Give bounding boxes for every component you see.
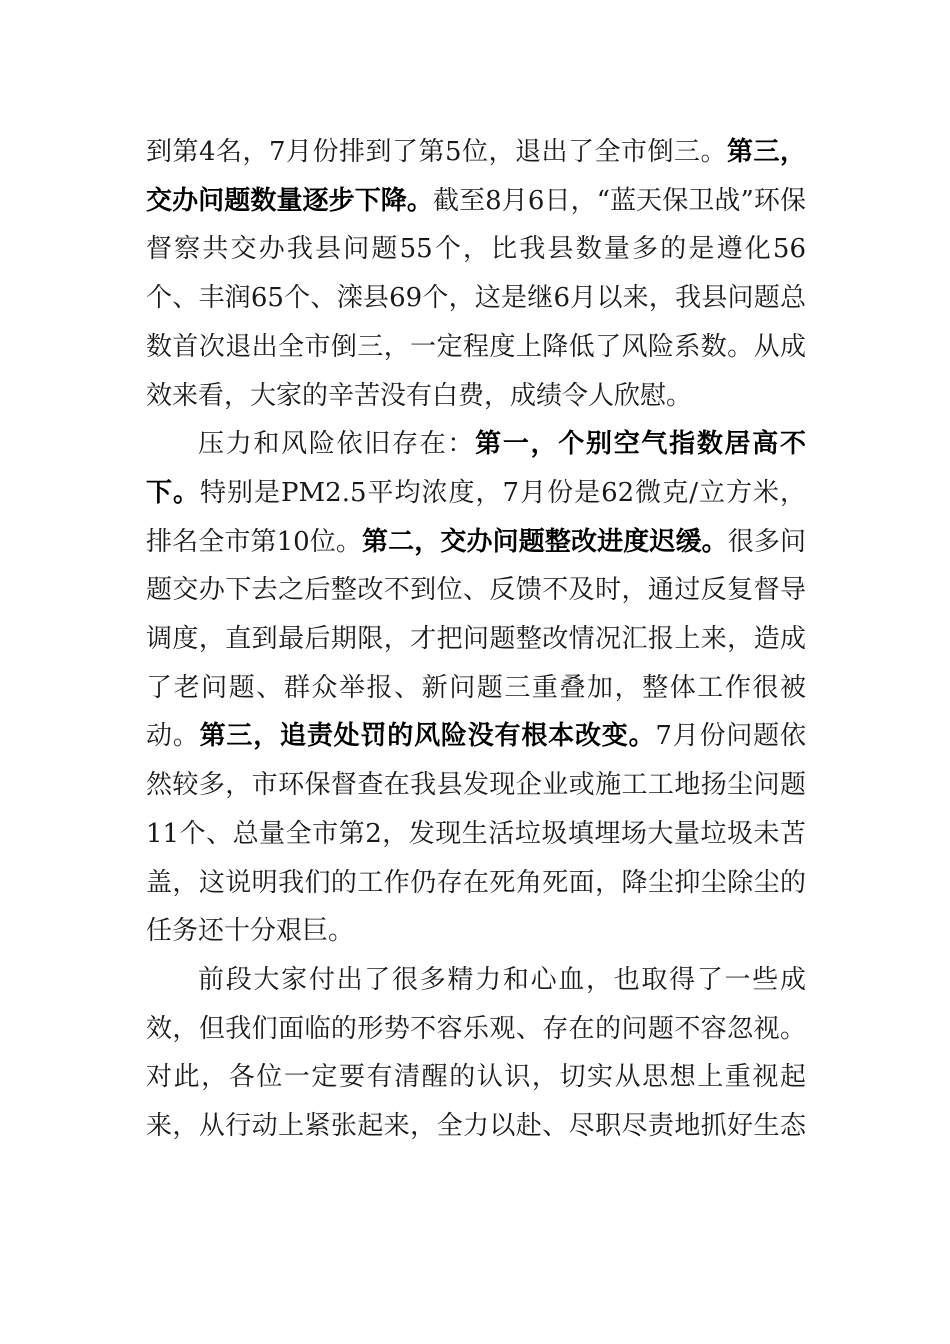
text-segment: 前段大家付出了很多精力和心血，也取得了一些成效，但我们面临的形势不容乐观、存在的问题不容忽视。对此，各位一定要有清醒的认识，切实从思想上重视起来，从行动上紧张起来，全力以赴、尽职尽责地抓好生态 xyxy=(146,964,806,1142)
paragraph-continued xyxy=(146,128,806,420)
bold-heading-segment: 第一，个别空气指数居高不下。 xyxy=(146,429,806,508)
paragraph-pressure-risk xyxy=(146,420,806,956)
document-body xyxy=(146,128,806,1151)
text-segment: 特别是PM2.5平均浓度，7月份是62微克/立方米，排名全市第10位。 xyxy=(146,477,806,557)
bold-heading-segment: 第三，追责处罚的风险没有根本改变。 xyxy=(199,721,656,752)
bold-heading-segment: 第二，交办问题整改进度迟缓。 xyxy=(362,526,728,557)
text-segment: 到第4名，7月份排到了第5位，退出了全市倒三。 xyxy=(146,137,727,167)
text-segment: 压力和风险依旧存在： xyxy=(198,429,476,460)
paragraph-conclusion xyxy=(146,956,806,1151)
text-segment: 7月份问题依然较多，市环保督查在我县发现企业或施工工地扬尘问题11个、总量全市第2，发现生活垃圾填埋场大量垃圾未苫盖，这说明我们的工作仍存在死角死面，降尘抑尘除尘的任务还十分艰巨。 xyxy=(146,721,806,947)
bold-heading-segment: 第三，交办问题数量逐步下降。 xyxy=(146,137,806,216)
text-segment: 截至8月6日，“蓝天保卫战”环保督察共交办我县问题55个，比我县数量多的是遵化56个、丰润65个、滦县69个，这是继6月以来，我县问题总数首次退出全市倒三，一定程度上降低了风险系数。从成效来看，大家的辛苦没有白费，成绩令人欣慰。 xyxy=(146,185,806,411)
text-segment: 很多问题交办下去之后整改不到位、反馈不及时，通过反复督导调度，直到最后期限，才把问题整改情况汇报上来，造成了老问题、群众举报、新问题三重叠加，整体工作很被动。 xyxy=(146,526,806,752)
